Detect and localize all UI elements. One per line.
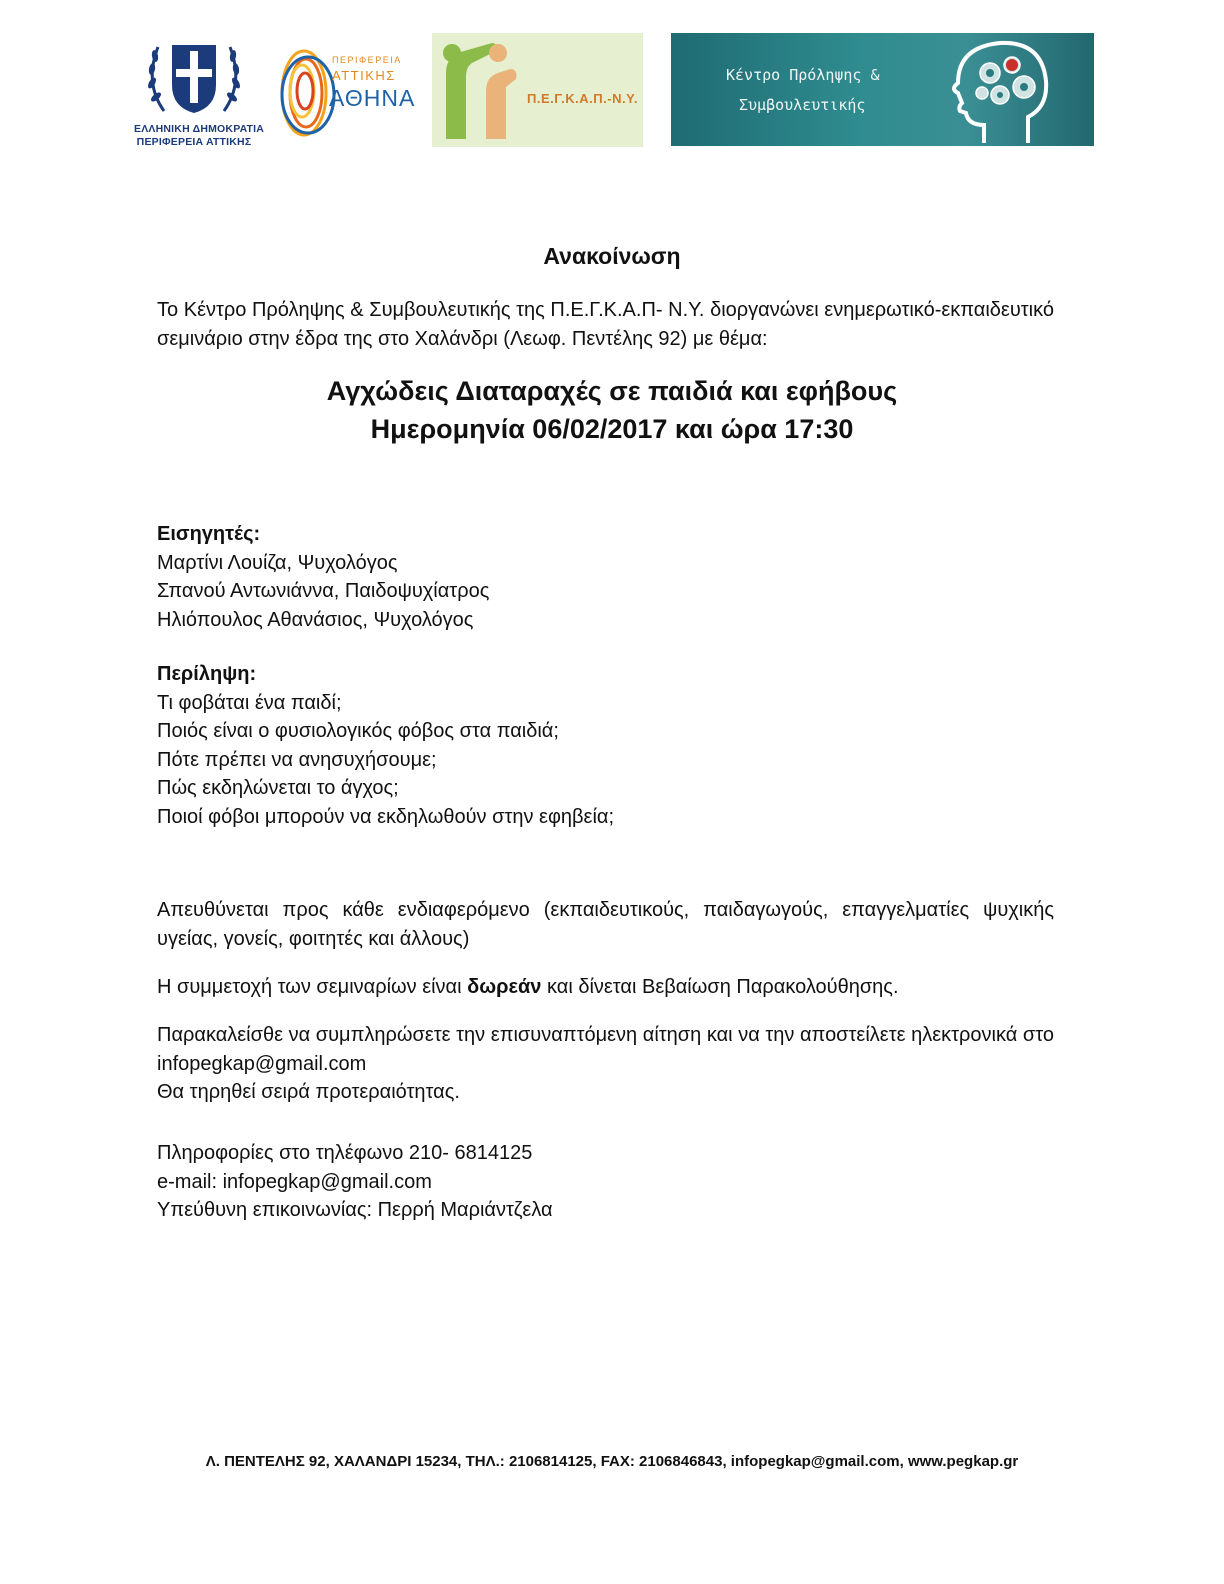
contact-phone: Πληροφορίες στο τηλέφωνο 210- 6814125 bbox=[157, 1142, 533, 1164]
greece-line1: ΕΛΛΗΝΙΚΗ ΔΗΜΟΚΡΑΤΙΑ bbox=[134, 123, 265, 135]
intro-paragraph: Το Κέντρο Πρόληψης & Συμβουλευτικής της Π.Ε.Γ.Κ.Α.Π- Ν.Υ. διοργανώνει ενημερωτικό-εκπαιδευτικό σεμινάριο στην έδρα της στο Χαλάνδρι (Λεωφ. Πεντέλης 92) με θέμα: bbox=[157, 299, 1054, 350]
participation-before: Η συμμετοχή των σεμιναρίων είναι bbox=[157, 976, 468, 998]
speakers-section bbox=[157, 520, 1054, 634]
seminar-datetime: Ημερομηνία 06/02/2017 και ώρα 17:30 bbox=[370, 414, 854, 444]
greece-line2: ΠΕΡΙΦΕΡΕΙΑ ΑΤΤΙΚΗΣ bbox=[136, 136, 252, 148]
participation-free: δωρεάν bbox=[467, 976, 542, 998]
application-text: Παρακαλείσθε να συμπληρώσετε την επισυναπτόμενη αίτηση και να την αποστείλετε ηλεκτρονικά στο infopegkap@gmail.com bbox=[157, 1024, 1054, 1075]
attica-line1: ΠΕΡΙΦΕΡΕΙΑ bbox=[332, 55, 402, 65]
contact-email: e-mail: infopegkap@gmail.com bbox=[157, 1170, 432, 1193]
summary-item: Ποιός είναι ο φυσιολογικός φόβος στα παιδιά; bbox=[157, 720, 559, 742]
pegkap-logo bbox=[432, 33, 643, 147]
summary-label: Περίληψη: bbox=[157, 663, 257, 685]
kentro-line1: Κέντρο Πρόληψης & bbox=[726, 66, 880, 84]
seminar-topic: Αγχώδεις Διαταραχές σε παιδιά και εφήβους bbox=[326, 376, 898, 406]
pegkap-name: Π.Ε.Γ.Κ.Α.Π.-Ν.Υ. bbox=[527, 91, 638, 106]
header-logos bbox=[0, 33, 1224, 149]
head-gears-icon bbox=[924, 33, 1074, 146]
greek-republic-logo bbox=[134, 33, 265, 149]
speakers-label: Εισηγητές: bbox=[157, 523, 261, 545]
attica-region-logo bbox=[272, 41, 416, 143]
participation-after: και δίνεται Βεβαίωση Παρακολούθησης. bbox=[541, 976, 899, 998]
people-embrace-icon bbox=[432, 33, 527, 147]
summary-section bbox=[157, 660, 1054, 831]
speaker-item: Ηλιόπουλος Αθανάσιος, Ψυχολόγος bbox=[157, 608, 474, 631]
speaker-item: Μαρτίνι Λουίζα, Ψυχολόγος bbox=[157, 551, 398, 574]
contact-section bbox=[157, 1139, 1054, 1225]
summary-item: Πότε πρέπει να ανησυχήσουμε; bbox=[157, 748, 437, 771]
footer-address: Λ. ΠΕΝΤΕΛΗΣ 92, ΧΑΛΑΝΔΡΙ 15234, ΤΗΛ.: 2106814125, FAX: 2106846843, infopegkap@gmail.com, www.pegkap.gr bbox=[205, 1453, 1019, 1470]
kentro-banner-logo bbox=[671, 33, 1094, 146]
speaker-item: Σπανού Αντωνιάννα, Παιδοψυχίατρος bbox=[157, 580, 490, 602]
contact-person: Υπεύθυνη επικοινωνίας: Περρή Μαριάντζελα bbox=[157, 1199, 553, 1221]
application-section bbox=[157, 1021, 1054, 1107]
summary-item: Ποιοί φόβοι μπορούν να εκδηλωθούν στην εφηβεία; bbox=[157, 805, 615, 828]
participation-paragraph bbox=[157, 973, 1054, 1002]
priority-note: Θα τηρηθεί σειρά προτεραιότητας. bbox=[157, 1081, 460, 1103]
summary-item: Τι φοβάται ένα παιδί; bbox=[157, 691, 342, 714]
attica-line3: ΑΘΗΝΑ bbox=[329, 85, 416, 111]
kentro-line2: Συμβουλευτικής bbox=[739, 96, 866, 114]
greek-emblem-icon bbox=[134, 33, 254, 121]
page-title: Ανακοίνωση bbox=[543, 243, 681, 269]
summary-item: Πώς εκδηλώνεται το άγχος; bbox=[157, 777, 399, 799]
audience-paragraph: Απευθύνεται προς κάθε ενδιαφερόμενο (εκπαιδευτικούς, παιδαγωγούς, επαγγελματίες ψυχικής υγείας, γονείς, φοιτητές και άλλους) bbox=[157, 899, 1054, 950]
seminar-headline bbox=[0, 372, 1224, 448]
attica-line2: ΑΤΤΙΚΗΣ bbox=[332, 68, 396, 83]
